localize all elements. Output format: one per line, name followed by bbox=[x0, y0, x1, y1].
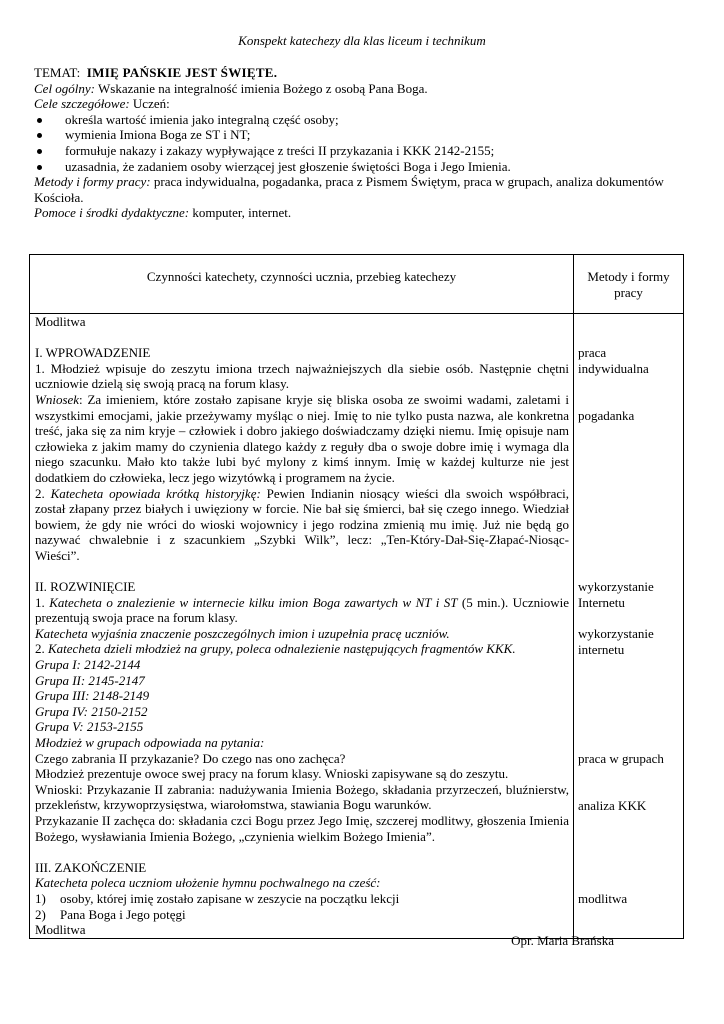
method-label: modlitwa bbox=[578, 891, 628, 907]
conclusion-label: Wniosek bbox=[35, 391, 80, 407]
lesson-flow-cell bbox=[30, 314, 574, 939]
general-goal-label: Cel ogólny: bbox=[34, 80, 96, 96]
method-label: wykorzystanie Internetu bbox=[578, 579, 654, 610]
topic-label: TEMAT: bbox=[34, 65, 81, 80]
column-header-activities: Czynności katechety, czynności ucznia, przebieg katechezy bbox=[30, 255, 574, 314]
specific-goals-list bbox=[34, 112, 686, 174]
dev-activity-2-text: Katecheta dzieli młodzież na grupy, poleca odnalezienie następujących fragmentów KKK. bbox=[48, 641, 516, 657]
group-presentation: Młodzież prezentuje owoce swej pracy na forum klasy. Wnioski zapisywane są do zeszytu. bbox=[35, 766, 509, 782]
methods-text: praca indywidualna, pogadanka, praca z Pismem Świętym, praca w grupach, analiza dokumentów Kościoła. bbox=[34, 174, 664, 205]
intro-story bbox=[35, 486, 569, 564]
section-heading-ending: III. ZAKOŃCZENIE bbox=[35, 859, 147, 875]
dev-activity-2-number: 2. bbox=[35, 641, 48, 657]
method-label: pogadanka bbox=[578, 407, 635, 423]
story-label: Katecheta opowiada krótką historyjkę: bbox=[50, 485, 261, 501]
methods-label: Metody i formy pracy: bbox=[34, 174, 151, 190]
group-item: Grupa V: 2153-2155 bbox=[35, 719, 144, 735]
group-answer-intro: Młodzież w grupach odpowiada na pytania: bbox=[35, 735, 265, 751]
group-questions: Czego zabrania II przykazanie? Do czego nas ono zachęca? bbox=[35, 750, 346, 766]
goal-item: określa wartość imienia jako integralną część osoby; bbox=[34, 112, 686, 128]
dev-explanation: Katecheta wyjaśnia znaczenie poszczególnych imion i uzupełnia pracę uczniów. bbox=[35, 625, 450, 641]
specific-goals-text: Uczeń: bbox=[129, 96, 170, 112]
intro-conclusion bbox=[35, 392, 569, 486]
dev-activity-1-number: 1. bbox=[35, 594, 50, 610]
dev-activity-1 bbox=[35, 595, 569, 626]
group-item: Grupa III: 2148-2149 bbox=[35, 688, 150, 704]
method-label: wykorzystanie internetu bbox=[578, 625, 654, 657]
ending-instruction: Katecheta poleca uczniom ułożenie hymnu pochwalnego na cześć: bbox=[35, 875, 381, 891]
aids-text: komputer, internet. bbox=[189, 205, 292, 221]
dev-activity-2 bbox=[35, 641, 569, 657]
opening-prayer: Modlitwa bbox=[35, 314, 86, 329]
specific-goals-label: Cele szczegółowe: bbox=[34, 96, 130, 112]
general-goal bbox=[34, 81, 686, 97]
general-goal-text: Wskazanie na integralność imienia Bożego z osobą Pana Boga. bbox=[95, 80, 428, 96]
topic-title: IMIĘ PAŃSKIE JEST ŚWIĘTE. bbox=[86, 65, 278, 80]
column-header-methods: Metody i formy pracy bbox=[574, 255, 684, 314]
lesson-plan-table bbox=[29, 254, 684, 939]
teaching-aids bbox=[34, 205, 686, 221]
methods-of-work bbox=[34, 174, 686, 205]
group-item: Grupa I: 2142-2144 bbox=[35, 657, 141, 673]
goal-item: wymienia Imiona Boga ze ST i NT; bbox=[34, 127, 686, 143]
goal-item: formułuje nakazy i zakazy wypływające z treści II przykazania i KKK 2142-2155; bbox=[34, 143, 686, 159]
story-text: Pewien Indianin niosący wieści dla swoich współbraci, został złapany przez białych i uwięziony w forcie. Nie bał się śmierci, bał się czego innego. Wiedział bowiem, że gdy nie wróci do wioski wojownicy i jego rodzina zmienią mu imię. Już nie będą go nazywać chwalebnie i z szacunkiem „Szybki Wilk”, lecz: „Ten-Który-Dał-Się-Złapać-Niosąc-Wieści”. bbox=[35, 485, 569, 563]
section-heading-intro: I. WPROWADZENIE bbox=[35, 345, 151, 361]
specific-goals bbox=[34, 96, 686, 112]
hymn-topic-item: 2) Pana Boga i Jego potęgi bbox=[35, 906, 186, 922]
goal-item: uzasadnia, że zadaniem osoby wierzącej jest głoszenie świętości Boga i Jego Imienia. bbox=[34, 159, 686, 175]
dev-activity-1-instruction: Katecheta o znalezienie w internecie kilku imion Boga zawartych w NT i ST bbox=[49, 594, 458, 610]
conclusions-encourages: Przykazanie II zachęca do: składania czci Bogu przez Jego Imię, szczerej modlitwy, głoszenia Imienia Bożego, wysławiania Imienia Bożego, „czynienia wielkim Bożego Imienia”. bbox=[35, 813, 569, 844]
lesson-topic bbox=[34, 65, 686, 81]
conclusion-text: : Za imieniem, które zostało zapisane kryje się bliska osoba ze swoimi wadami, zaletami i wszystkimi emocjami, jakie przeżywamy myśląc o niej. Imię to nie tylko pusta nazwa, ale konkretna treść, jaka się za nim kryje – człowiek i dobro jakiego doświadczamy dzięki niemu. Imię opisuje nam człowieka z jakim mamy do czynienia dlatego każdy z reguły dba o swoje dobre imię i wymaga dla niego szacunku. Mało kto także lubi być mylony z kimś innym. Imię w każdej kulturze nie jest dodatkiem do człowieka, lecz jego wizytówką i programem na życie. bbox=[35, 391, 569, 485]
intro-activity-1: 1. Młodzież wpisuje do zeszytu imiona trzech najważniejszych dla siebie osób. Następnie chętni uczniowie dzielą się swoją pracą na forum klasy. bbox=[35, 360, 569, 392]
section-heading-development: II. ROZWINIĘCIE bbox=[35, 579, 136, 595]
dev-activity-1-text: (5 min.). Uczniowie prezentują swoja prace na forum klasy. bbox=[35, 594, 569, 626]
author-signature: Opr. Maria Brańska bbox=[511, 933, 614, 948]
method-label: analiza KKK bbox=[578, 797, 647, 813]
closing-prayer: Modlitwa bbox=[35, 922, 86, 938]
document-header: Konspekt katechezy dla klas liceum i technikum bbox=[238, 33, 486, 48]
method-label: praca indywidualna bbox=[578, 345, 649, 376]
group-item: Grupa IV: 2150-2152 bbox=[35, 703, 148, 719]
group-item: Grupa II: 2145-2147 bbox=[35, 672, 145, 688]
hymn-topic-item: 1) osoby, której imię zostało zapisane w zeszycie na początku lekcji bbox=[35, 890, 400, 906]
lesson-intro bbox=[34, 65, 686, 221]
story-number: 2. bbox=[35, 485, 51, 501]
methods-cell bbox=[574, 314, 684, 939]
conclusions-forbids: Wnioski: Przykazanie II zabrania: nadużywania Imienia Bożego, składania przyrzeczeń, bluźnierstw, przekleństw, krzywoprzysięstwa, wiarołomstwa, stawiania Bogu warunków. bbox=[35, 781, 569, 813]
aids-label: Pomoce i środki dydaktyczne: bbox=[34, 205, 190, 221]
method-label: praca w grupach bbox=[578, 750, 664, 766]
